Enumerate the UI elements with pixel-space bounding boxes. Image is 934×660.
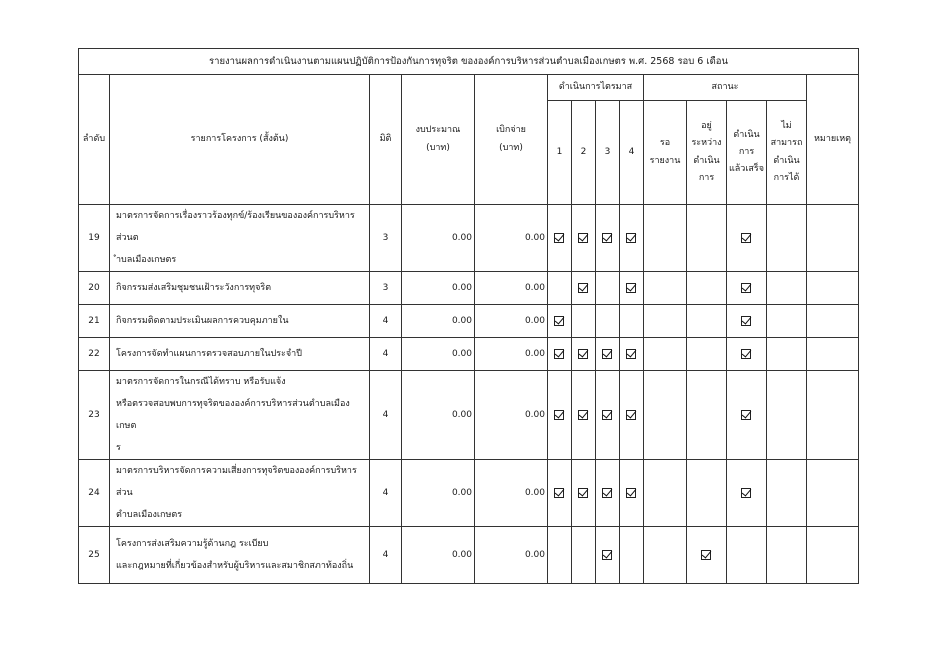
row-quarter-2: [572, 272, 596, 305]
header-status-in-progress: อยู่ ระหว่าง ดำเนิน การ: [687, 101, 727, 205]
row-quarter-3: [596, 527, 620, 584]
row-project-name: [110, 527, 370, 584]
header-status-unable: ไม่ สามารถ ดำเนิน การได้: [767, 101, 807, 205]
checkbox-checked-icon: [626, 486, 637, 497]
row-project-name: [110, 371, 370, 460]
table-row: [79, 272, 859, 305]
row-status-waiting: [644, 272, 687, 305]
row-seq: 21: [79, 305, 110, 338]
row-quarter-3: [596, 205, 620, 272]
checkbox-checked-icon: [741, 408, 752, 419]
row-spent: 0.00: [475, 272, 548, 305]
row-status-waiting: [644, 460, 687, 527]
header-remarks: หมายเหตุ: [807, 75, 859, 205]
row-remarks: [807, 305, 859, 338]
row-quarter-2: [572, 371, 596, 460]
checkbox-checked-icon: [741, 347, 752, 358]
row-status-unable: [767, 272, 807, 305]
project-name-line: มาตรการบริหารจัดการความเสี่ยงการทุจริตขององค์การบริหารส่วน: [116, 466, 357, 498]
row-budget: 0.00: [402, 305, 475, 338]
row-quarter-2: [572, 305, 596, 338]
row-status-in-progress: [687, 338, 727, 371]
row-quarter-4: [620, 305, 644, 338]
checkbox-checked-icon: [602, 548, 613, 559]
row-status-in-progress: [687, 205, 727, 272]
row-quarter-1: [548, 305, 572, 338]
row-status-waiting: [644, 338, 687, 371]
checkbox-checked-icon: [626, 281, 637, 292]
row-status-done: [727, 460, 767, 527]
row-seq: 19: [79, 205, 110, 272]
row-dimension: 3: [370, 272, 402, 305]
checkbox-checked-icon: [554, 231, 565, 242]
row-project-name: [110, 338, 370, 371]
row-quarter-3: [596, 272, 620, 305]
checkbox-checked-icon: [741, 231, 752, 242]
checkbox-checked-icon: [578, 486, 589, 497]
checkbox-checked-icon: [554, 486, 565, 497]
row-status-done: [727, 272, 767, 305]
project-name-line: ำบลเมืองเกษตร: [116, 255, 177, 265]
row-quarter-2: [572, 460, 596, 527]
header-status-done: ดำเนิน การ แล้วเสร็จ: [727, 101, 767, 205]
row-spent: 0.00: [475, 371, 548, 460]
checkbox-checked-icon: [554, 347, 565, 358]
row-status-unable: [767, 338, 807, 371]
row-quarter-4: [620, 205, 644, 272]
checkbox-checked-icon: [602, 486, 613, 497]
row-quarter-3: [596, 338, 620, 371]
checkbox-checked-icon: [578, 408, 589, 419]
row-status-done: [727, 527, 767, 584]
header-quarter-2: 2: [572, 101, 596, 205]
row-project-name: [110, 205, 370, 272]
row-seq: 20: [79, 272, 110, 305]
row-quarter-4: [620, 527, 644, 584]
row-status-in-progress: [687, 272, 727, 305]
checkbox-checked-icon: [578, 231, 589, 242]
row-status-unable: [767, 371, 807, 460]
row-quarter-3: [596, 305, 620, 338]
header-quarter-3: 3: [596, 101, 620, 205]
header-quarter-1: 1: [548, 101, 572, 205]
row-spent: 0.00: [475, 460, 548, 527]
row-spent: 0.00: [475, 338, 548, 371]
row-status-in-progress: [687, 371, 727, 460]
checkbox-checked-icon: [741, 314, 752, 325]
row-project-name: [110, 460, 370, 527]
report-table: [78, 48, 859, 584]
project-name-line: กิจกรรมติดตามประเมินผลการควบคุมภายใน: [116, 316, 289, 326]
row-project-name: [110, 305, 370, 338]
row-status-unable: [767, 460, 807, 527]
checkbox-checked-icon: [602, 408, 613, 419]
row-budget: 0.00: [402, 460, 475, 527]
project-name-line: และกฎหมายที่เกี่ยวข้องสำหรับผู้บริหารและสมาชิกสภาท้องถิ่น: [116, 561, 354, 571]
row-seq: 24: [79, 460, 110, 527]
row-quarter-4: [620, 460, 644, 527]
row-budget: 0.00: [402, 338, 475, 371]
checkbox-checked-icon: [578, 281, 589, 292]
checkbox-checked-icon: [626, 408, 637, 419]
table-row: [79, 205, 859, 272]
row-budget: 0.00: [402, 527, 475, 584]
row-status-done: [727, 205, 767, 272]
row-remarks: [807, 460, 859, 527]
row-dimension: 3: [370, 205, 402, 272]
row-remarks: [807, 205, 859, 272]
row-dimension: 4: [370, 527, 402, 584]
row-status-unable: [767, 205, 807, 272]
checkbox-checked-icon: [602, 347, 613, 358]
header-status-waiting: รอ รายงาน: [644, 101, 687, 205]
table-row: [79, 305, 859, 338]
row-quarter-1: [548, 527, 572, 584]
row-remarks: [807, 527, 859, 584]
table-row: [79, 527, 859, 584]
row-quarter-1: [548, 371, 572, 460]
row-quarter-1: [548, 338, 572, 371]
row-status-waiting: [644, 371, 687, 460]
row-status-in-progress: [687, 527, 727, 584]
row-budget: 0.00: [402, 205, 475, 272]
header-seq: ลำดับ: [79, 75, 110, 205]
table-body: [79, 205, 859, 584]
project-name-line: มาตรการจัดการในกรณีได้ทราบ หรือรับแจ้ง: [116, 377, 286, 387]
row-remarks: [807, 338, 859, 371]
row-dimension: 4: [370, 460, 402, 527]
row-quarter-4: [620, 272, 644, 305]
checkbox-checked-icon: [578, 347, 589, 358]
checkbox-checked-icon: [554, 314, 565, 325]
header-quarter-group: ดำเนินการไตรมาส: [548, 75, 644, 101]
header-budget: งบประมาณ (บาท): [402, 75, 475, 205]
checkbox-checked-icon: [626, 347, 637, 358]
row-dimension: 4: [370, 338, 402, 371]
checkbox-checked-icon: [741, 281, 752, 292]
header-project: รายการโครงการ (สั้งต้น): [110, 75, 370, 205]
checkbox-checked-icon: [554, 408, 565, 419]
row-remarks: [807, 272, 859, 305]
project-name-line: โครงการจัดทำแผนการตรวจสอบภายในประจำปี: [116, 349, 302, 359]
row-spent: 0.00: [475, 205, 548, 272]
header-spent: เบิกจ่าย (บาท): [475, 75, 548, 205]
row-status-done: [727, 371, 767, 460]
row-quarter-1: [548, 205, 572, 272]
row-dimension: 4: [370, 305, 402, 338]
project-name-line: มาตรการจัดการเรื่องราวร้องทุกข์/ร้องเรียนขององค์การบริหารส่วนต: [116, 211, 355, 243]
table-row: [79, 338, 859, 371]
row-status-in-progress: [687, 305, 727, 338]
row-budget: 0.00: [402, 272, 475, 305]
checkbox-checked-icon: [701, 548, 712, 559]
row-status-done: [727, 338, 767, 371]
row-quarter-1: [548, 272, 572, 305]
row-spent: 0.00: [475, 527, 548, 584]
row-status-waiting: [644, 527, 687, 584]
header-status-group: สถานะ: [644, 75, 807, 101]
checkbox-checked-icon: [626, 231, 637, 242]
row-project-name: [110, 272, 370, 305]
row-remarks: [807, 371, 859, 460]
table-row: [79, 371, 859, 460]
row-quarter-3: [596, 460, 620, 527]
header-dimension: มิติ: [370, 75, 402, 205]
project-name-line: ตำบลเมืองเกษตร: [116, 510, 183, 520]
row-quarter-3: [596, 371, 620, 460]
checkbox-checked-icon: [602, 231, 613, 242]
project-name-line: หรือตรวจสอบพบการทุจริตขององค์การบริหารส่วนตำบลเมืองเกษต: [116, 399, 350, 431]
row-status-unable: [767, 527, 807, 584]
row-seq: 22: [79, 338, 110, 371]
row-status-waiting: [644, 205, 687, 272]
row-status-in-progress: [687, 460, 727, 527]
checkbox-checked-icon: [741, 486, 752, 497]
row-status-waiting: [644, 305, 687, 338]
row-quarter-1: [548, 460, 572, 527]
project-name-line: ร: [116, 443, 121, 453]
row-budget: 0.00: [402, 371, 475, 460]
row-quarter-4: [620, 371, 644, 460]
report-sheet: [78, 48, 858, 584]
row-seq: 23: [79, 371, 110, 460]
row-quarter-4: [620, 338, 644, 371]
header-quarter-4: 4: [620, 101, 644, 205]
row-quarter-2: [572, 205, 596, 272]
row-status-unable: [767, 305, 807, 338]
report-title: รายงานผลการดำเนินงานตามแผนปฏิบัติการป้องกันการทุจริต ขององค์การบริหารส่วนตำบลเมืองเกษตร พ.ศ. 2568 รอบ 6 เดือน: [79, 49, 859, 75]
row-status-done: [727, 305, 767, 338]
project-name-line: กิจกรรมส่งเสริมชุมชนเฝ้าระวังการทุจริต: [116, 283, 272, 293]
row-spent: 0.00: [475, 305, 548, 338]
row-seq: 25: [79, 527, 110, 584]
row-quarter-2: [572, 527, 596, 584]
project-name-line: โครงการส่งเสริมความรู้ด้านกฎ ระเบียบ: [116, 539, 269, 549]
row-quarter-2: [572, 338, 596, 371]
row-dimension: 4: [370, 371, 402, 460]
table-row: [79, 460, 859, 527]
